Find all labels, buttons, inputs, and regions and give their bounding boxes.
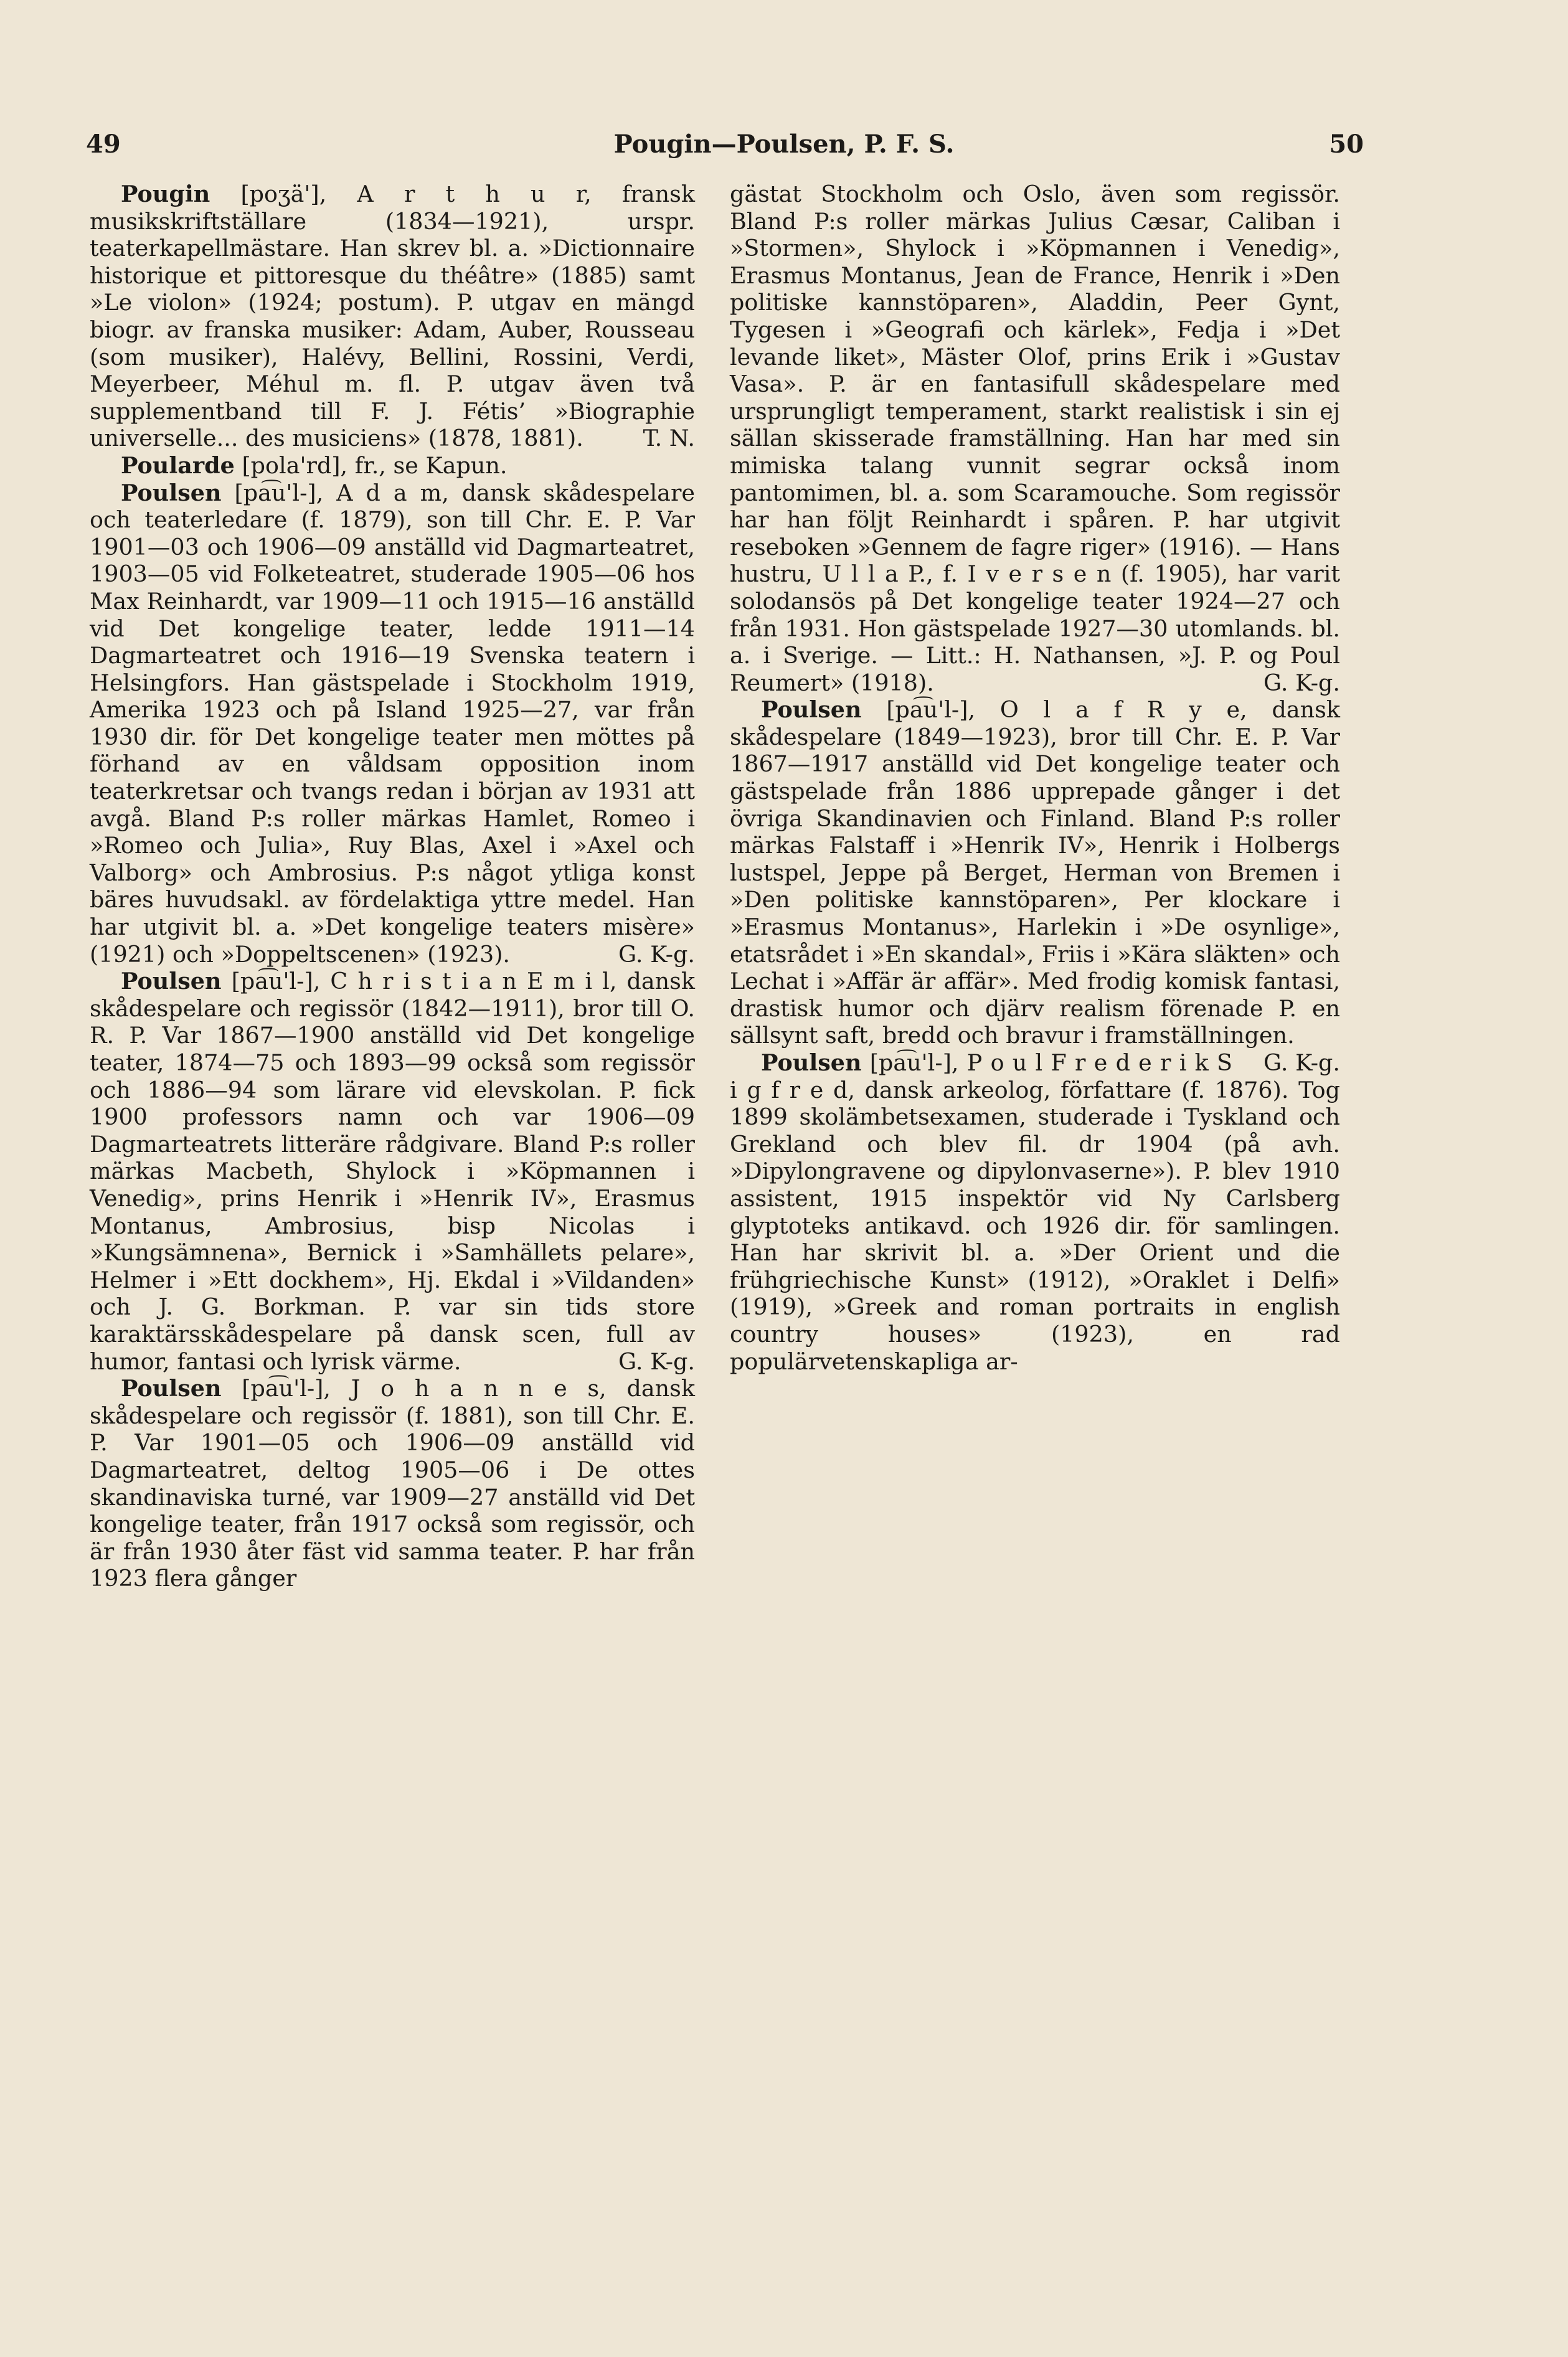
- entry-poulsen-christian: [90, 968, 695, 1375]
- entry-text: [poʒä'], A r t h u r, fransk musikskriftställare (1834—1921), urspr. teaterkapellmästare. Han skrev bl. a. »Dictionnaire historique et pittoresque du théâtre» (1885) samt »Le violon» (1924; postum). P. utgav en mängd biogr. av franska musiker: Adam, Auber, Rousseau (som musiker), Halévy, Bellini, Rossini, Verdi, Meyerbeer, Méhul m. fl. P. utgav även två supplementband till F. J. Fétis’ »Biographie universelle... des musiciens» (1878, 1881).: [90, 181, 695, 452]
- signature: G. K-g.: [1263, 669, 1340, 696]
- headword: Poularde: [121, 451, 235, 479]
- headword: Poulsen: [121, 1375, 222, 1402]
- signature: G. K-g.: [1263, 1049, 1340, 1076]
- entry-text: [pa͡u'l-], A d a m, dansk skådespelare och teaterledare (f. 1879), son till Chr. E. P. Var 1901—03 och 1906—09 anställd vid Dagmarteatret, 1903—05 vid Folketeatret, studerade 1905—06 hos Max Reinhardt, var 1909—11 och 1915—16 anställd vid Det kongelige teater, ledde 1911—14 Dagmarteatret och 1916—19 Svenska teatern i Helsingfors. Han gästspelade i Stockholm 1919, Amerika 1923 och på Island 1925—27, var från 1930 dir. för Det kongelige teater men möttes på förhand av en våldsam opposition inom teaterkretsar och tvangs redan i början av 1931 att avgå. Bland P:s roller märkas Hamlet, Romeo i »Romeo och Julia», Ruy Blas, Axel i »Axel och Valborg» och Ambrosius. P:s något ytliga konst bäres huvudsakl. av fördelaktiga yttre medel. Han har utgivit bl. a. »Det kongelige teaters misère» (1921) och »Doppeltscenen» (1923).: [90, 479, 695, 968]
- entry-text: [pa͡u'l-], C h r i s t i a n E m i l, dansk skådespelare och regissör (1842—1911), bror till O. R. P. Var 1867—1900 anställd vid Det kongelige teater, 1874—75 och 1893—99 också som regissör och 1886—94 som lärare vid elevskolan. P. fick 1900 professors namn och var 1906—09 Dagmarteatrets litteräre rådgivare. Bland P:s roller märkas Macbeth, Shylock i »Köpmannen i Venedig», prins Henrik i »Henrik IV», Erasmus Montanus, Ambrosius, bisp Nicolas i »Kungsämnena», Bernick i »Samhällets pelare», Helmer i »Ett dockhem», Hj. Ekdal i »Vildanden» och J. G. Borkman. P. var sin tids store karaktärsskådespelare på dansk scen, full av humor, fantasi och lyrisk värme.: [90, 968, 695, 1375]
- signature: G. K-g.: [618, 940, 695, 968]
- headword: Poulsen: [121, 479, 222, 506]
- headword: Poulsen: [761, 696, 862, 724]
- headword: Poulsen: [121, 968, 222, 995]
- entry-text: gästat Stockholm och Oslo, även som regissör. Bland P:s roller märkas Julius Cæsar, Caliban i »Stormen», Shylock i »Köpmannen i Venedig», Erasmus Montanus, Jean de France, Henrik i »Den politiske kannstöparen», Aladdin, Peer Gynt, Tygesen i »Geografi och kärlek», Fedja i »Det levande liket», Mäster Olof, prins Erik i »Gustav Vasa». P. är en fantasifull skådespelare med ursprungligt temperament, starkt realistisk i sin ej sällan skisserade framställning. Han har med sin mimiska talang vunnit segrar också inom pantomimen, bl. a. som Scaramouche. Som regissör har han följt Reinhardt i spåren. P. har utgivit reseboken »Gennem de fagre riger» (1916). — Hans hustru, U l l a P., f. I v e r s e n (f. 1905), har varit solodansös på Det kongelige teater 1924—27 och från 1931. Hon gästspelade 1927—30 utomlands. bl. a. i Sverige. — Litt.: H. Nathansen, »J. P. og Poul Reumert» (1918).: [730, 181, 1340, 696]
- signature: T. N.: [643, 425, 695, 452]
- signature: G. K-g.: [618, 1348, 695, 1375]
- entry-text: [pa͡u'l-], O l a f R y e, dansk skådespelare (1849—1923), bror till Chr. E. P. Var 1867—1917 anställd vid Det kongelige teater och gästspelade från 1886 upprepade gånger i det övriga Skandinavien och Finland. Bland P:s roller märkas Falstaff i »Henrik IV», Henrik i Holbergs lustspel, Jeppe på Berget, Herman von Bremen i »Den politiske kannstöparen», Per klockare i »Erasmus Montanus», Harlekin i »De osynlige», etatsrådet i »En skandal», Friis i »Kära släkten» och Lechat i »Affär är affär». Med frodig komisk fantasi, drastisk humor och djärv realism förenade P. en sällsynt saft, bredd och bravur i framställningen.: [730, 696, 1340, 1049]
- headword: Pougin: [121, 181, 210, 207]
- right-column: [730, 181, 1340, 1375]
- entry-poularde: [90, 452, 695, 479]
- entry-poulsen-olaf: [730, 696, 1340, 1076]
- entry-text: [pa͡u'l-], J o h a n n e s, dansk skådespelare och regissör (f. 1881), son till Chr. E. P. Var 1901—05 och 1906—09 anställd vid Dagmarteatret, deltog 1905—06 i De ottes skandinaviska turné, var 1909—27 anställd vid Det kongelige teater, från 1917 också som regissör, och är från 1930 åter fäst vid samma teater. P. har från 1923 flera gånger: [90, 1375, 695, 1592]
- headword: Poulsen: [761, 1049, 862, 1076]
- entry-poulsen-johannes: [90, 1375, 695, 1592]
- page-number-right: 50: [1329, 130, 1364, 159]
- entry-poulsen-poul: [730, 1049, 1340, 1375]
- page-number-left: 49: [86, 130, 121, 159]
- entry-text: [pa͡u'l-], P o u l F r e d e r i k S i g f r e d, dansk arkeolog, författare (f. 1876). Tog 1899 skolämbetsexamen, studerade i Tyskland och Grekland och blev fil. dr 1904 (på avh. »Dipylongravene og dipylonvaserne»). P. blev 1910 assistent, 1915 inspektör vid Ny Carlsberg glyptoteks antikavd. och 1926 dir. för samlingen. Han har skrivit bl. a. »Der Orient und die frühgriechische Kunst» (1912), »Oraklet i Delfi» (1919), »Greek and roman portraits in english country houses» (1923), en rad populärvetenskapliga ar-: [730, 1049, 1340, 1375]
- entry-text: [pola'rd], fr., se Kapun.: [234, 451, 508, 479]
- entry-poulsen-adam: [90, 479, 695, 968]
- left-column: [90, 181, 695, 1592]
- entry-pougin: [90, 181, 695, 452]
- running-title: Pougin—Poulsen, P. F. S.: [613, 130, 955, 159]
- entry-johannes-continued: [730, 181, 1340, 696]
